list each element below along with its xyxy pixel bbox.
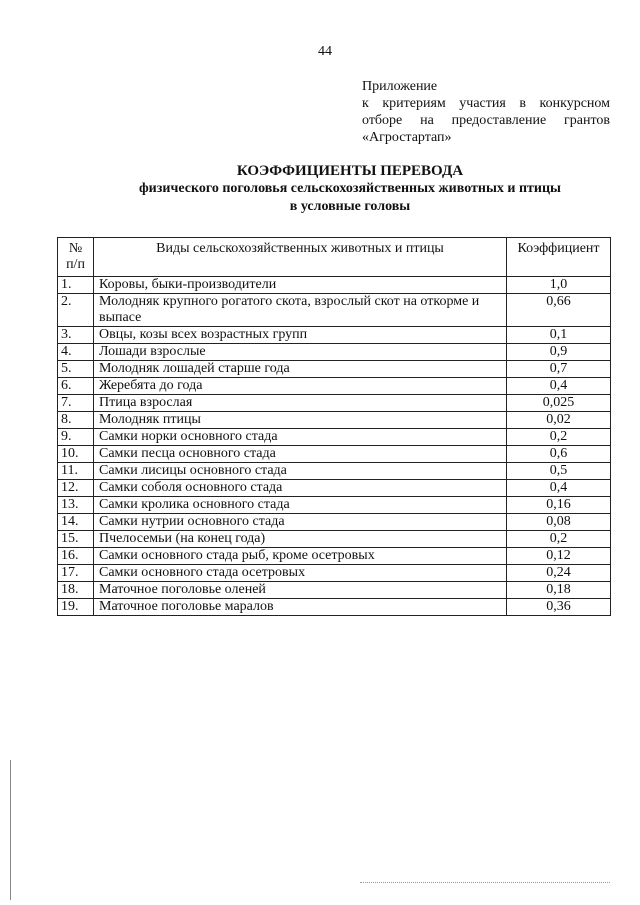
table-row [58,531,611,548]
table-row [58,514,611,531]
page-number: 44 [318,44,332,59]
row-number: 8. [58,412,94,429]
row-coefficient: 0,08 [507,514,611,531]
row-number: 11. [58,463,94,480]
row-number: 18. [58,582,94,599]
row-coefficient: 0,4 [507,378,611,395]
table-body [58,277,611,616]
table-header-row [58,238,611,277]
row-number: 13. [58,497,94,514]
row-coefficient: 0,24 [507,565,611,582]
table-row [58,294,611,327]
row-animal-type: Самки основного стада осетровых [94,565,507,582]
table-row [58,395,611,412]
table-row [58,599,611,616]
row-coefficient: 0,2 [507,429,611,446]
appendix-line-3: отборе на предоставление грантов [362,113,610,128]
row-number: 7. [58,395,94,412]
appendix-line-2: к критериям участия в конкурсном [362,96,610,111]
row-coefficient: 0,4 [507,480,611,497]
title-line-1: КОЭФФИЦИЕНТЫ ПЕРЕВОДА [236,163,464,179]
row-coefficient: 0,66 [507,294,611,327]
row-coefficient: 1,0 [507,277,611,294]
row-number: 10. [58,446,94,463]
coefficients-table [57,237,611,616]
row-animal-type: Самки лисицы основного стада [94,463,507,480]
row-coefficient: 0,36 [507,599,611,616]
margin-line [10,760,12,900]
table-row [58,446,611,463]
header-coefficient: Коэффициент [507,238,611,277]
header-animal-type: Виды сельскохозяйственных животных и птицы [94,238,507,277]
row-number: 4. [58,344,94,361]
row-animal-type: Птица взрослая [94,395,507,412]
appendix-line-1: Приложение [362,79,438,94]
row-number: 16. [58,548,94,565]
row-coefficient: 0,1 [507,327,611,344]
row-coefficient: 0,2 [507,531,611,548]
row-animal-type: Коровы, быки-производители [94,277,507,294]
row-animal-type: Маточное поголовье оленей [94,582,507,599]
row-number: 19. [58,599,94,616]
table-row [58,378,611,395]
row-coefficient: 0,5 [507,463,611,480]
title-line-3: в условные головы [289,199,411,214]
row-animal-type: Молодняк лошадей старше года [94,361,507,378]
row-animal-type: Маточное поголовье маралов [94,599,507,616]
row-coefficient: 0,7 [507,361,611,378]
appendix-line-4: «Агростартап» [362,130,452,145]
row-animal-type: Овцы, козы всех возрастных групп [94,327,507,344]
row-animal-type: Жеребята до года [94,378,507,395]
document-title [60,162,640,216]
table-row [58,565,611,582]
row-animal-type: Самки кролика основного стада [94,497,507,514]
table-row [58,463,611,480]
row-animal-type: Самки нутрии основного стада [94,514,507,531]
row-animal-type: Молодняк птицы [94,412,507,429]
row-coefficient: 0,12 [507,548,611,565]
table-row [58,582,611,599]
row-coefficient: 0,18 [507,582,611,599]
table-row [58,548,611,565]
row-number: 9. [58,429,94,446]
table-row [58,429,611,446]
row-number: 15. [58,531,94,548]
row-number: 2. [58,294,94,327]
row-coefficient: 0,025 [507,395,611,412]
row-coefficient: 0,16 [507,497,611,514]
appendix-note [362,78,610,146]
table-row [58,480,611,497]
row-number: 14. [58,514,94,531]
row-coefficient: 0,6 [507,446,611,463]
row-number: 12. [58,480,94,497]
row-animal-type: Самки основного стада рыб, кроме осетровых [94,548,507,565]
row-number: 6. [58,378,94,395]
table-row [58,361,611,378]
row-coefficient: 0,02 [507,412,611,429]
table-row [58,327,611,344]
row-animal-type: Молодняк крупного рогатого скота, взрослый скот на откорме и выпасе [94,294,507,327]
scan-artifact-line [360,882,610,883]
row-number: 3. [58,327,94,344]
table-row [58,412,611,429]
row-animal-type: Лошади взрослые [94,344,507,361]
table-row [58,497,611,514]
row-animal-type: Самки норки основного стада [94,429,507,446]
row-animal-type: Самки песца основного стада [94,446,507,463]
row-animal-type: Самки соболя основного стада [94,480,507,497]
title-line-2: физического поголовья сельскохозяйственных животных и птицы [139,181,561,196]
table-row [58,344,611,361]
header-number: № п/п [58,238,94,277]
row-number: 17. [58,565,94,582]
row-number: 5. [58,361,94,378]
row-coefficient: 0,9 [507,344,611,361]
row-animal-type: Пчелосемьи (на конец года) [94,531,507,548]
row-number: 1. [58,277,94,294]
table-row [58,277,611,294]
